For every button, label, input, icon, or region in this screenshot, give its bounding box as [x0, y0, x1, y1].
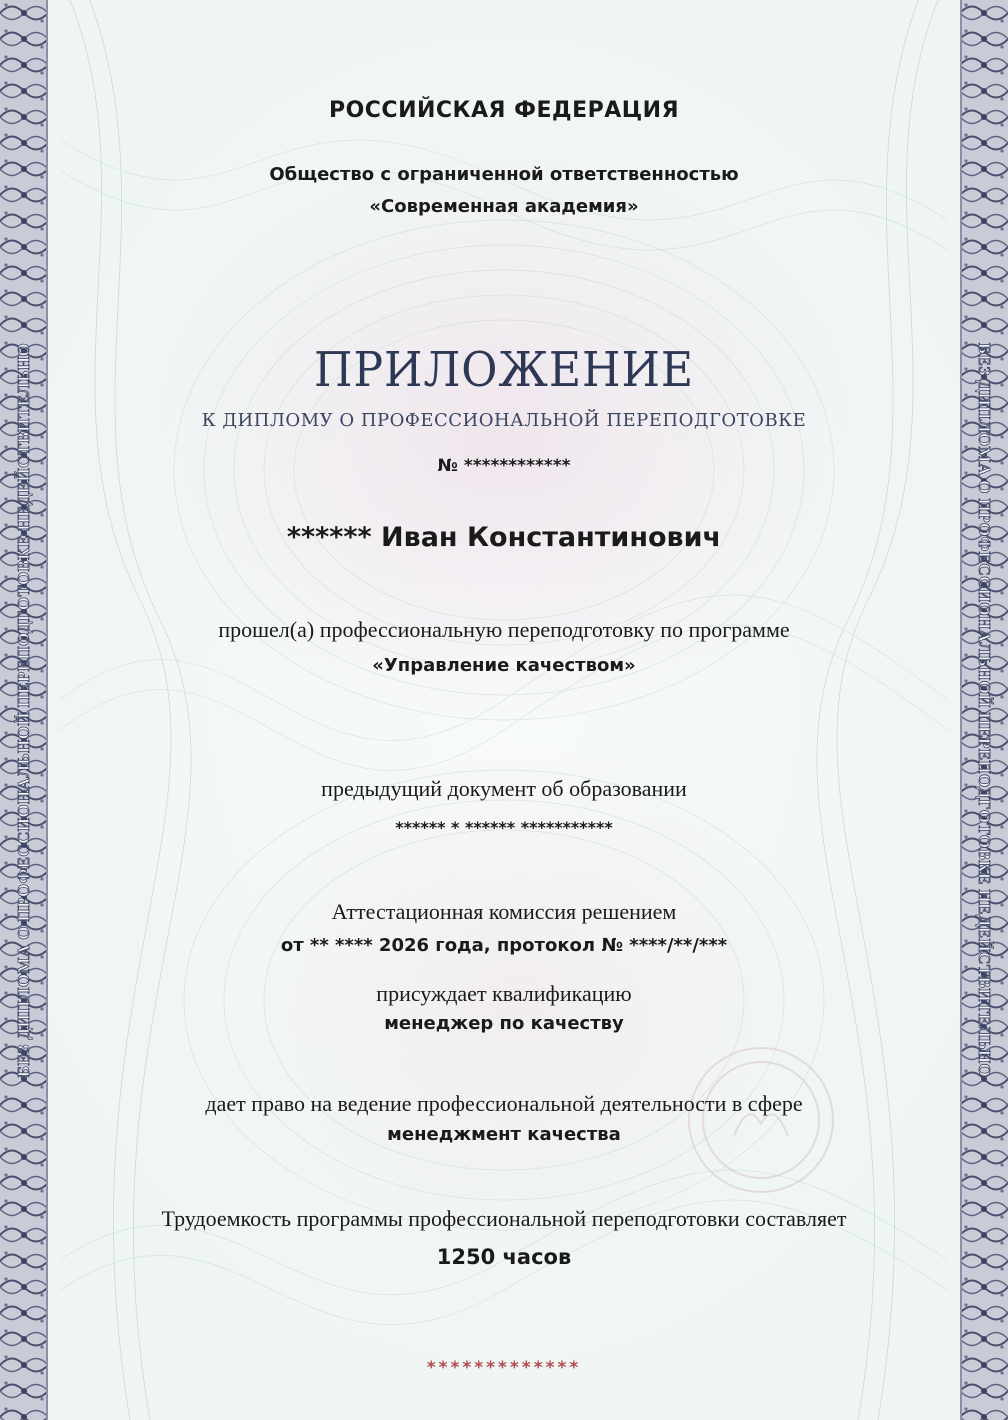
- workload-value: 1250 часов: [436, 1245, 572, 1269]
- organization-name: «Современная академия»: [369, 196, 639, 217]
- workload-label: Трудоемкость программы профессиональной переподготовки составляет: [161, 1206, 847, 1231]
- country-heading: РОССИЙСКАЯ ФЕДЕРАЦИЯ: [328, 98, 680, 123]
- qualification-label: присуждает квалификацию: [376, 981, 632, 1006]
- qualification-value: менеджер по качеству: [384, 1013, 624, 1034]
- document-number: № ************: [437, 456, 571, 476]
- right-border-warning-text: БЕЗ ДИПЛОМА О ПРОФЕССИОНАЛЬНОЙ ПЕРЕПОДГОТОВКЕ НЕДЕЙСТВИТЕЛЬНО: [975, 342, 995, 1078]
- faint-seal-watermark: [656, 1040, 866, 1200]
- program-intro-text: прошел(а) профессиональную переподготовку по программе: [218, 617, 790, 642]
- document-title: ПРИЛОЖЕНИЕ: [313, 342, 695, 398]
- document-subtitle: К ДИПЛОМУ О ПРОФЕССИОНАЛЬНОЙ ПЕРЕПОДГОТОВКЕ: [201, 410, 807, 431]
- commission-label: Аттестационная комиссия решением: [331, 899, 677, 924]
- program-name: «Управление качеством»: [372, 655, 636, 676]
- commission-decision: от ** **** 2026 года, протокол № ****/**/***: [280, 935, 728, 956]
- previous-education-value: ****** * ****** ***********: [395, 818, 613, 837]
- left-border-warning-text: БЕЗ ДИПЛОМА О ПРОФЕССИОНАЛЬНОЙ ПЕРЕПОДГОТОВКЕ НЕДЕЙСТВИТЕЛЬНО: [14, 342, 34, 1078]
- organization-type: Общество с ограниченной ответственностью: [269, 164, 739, 185]
- serial-number: *************: [426, 1358, 582, 1378]
- professional-right-value: менеджмент качества: [387, 1124, 621, 1145]
- professional-right-label: дает право на ведение профессиональной деятельности в сфере: [205, 1091, 803, 1116]
- holder-name: ****** Иван Константинович: [286, 522, 722, 553]
- previous-education-label: предыдущий документ об образовании: [321, 776, 687, 801]
